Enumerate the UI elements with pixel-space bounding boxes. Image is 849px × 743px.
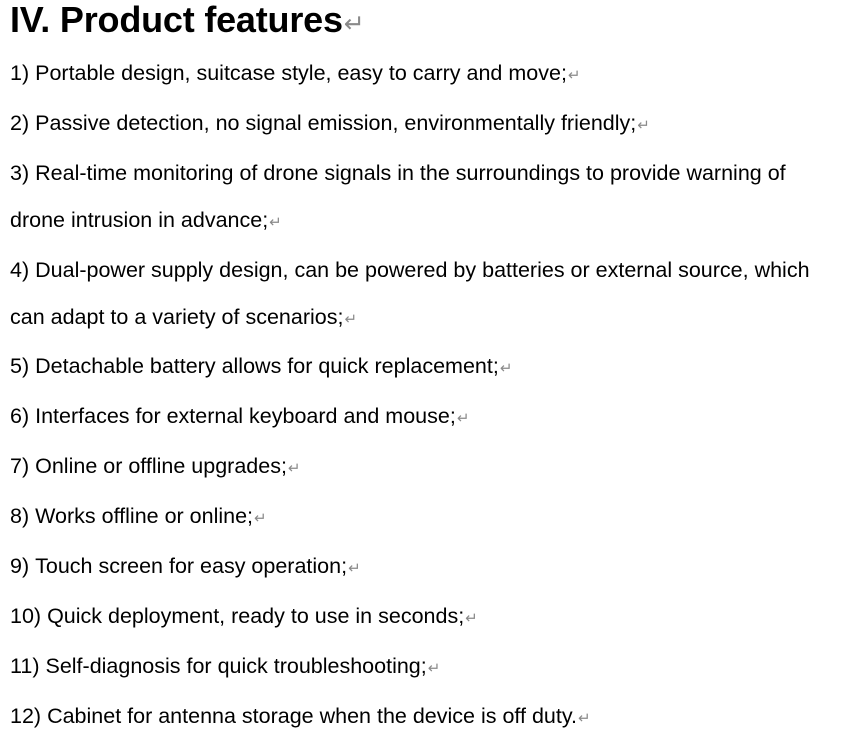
feature-item-5 [10, 343, 846, 393]
feature-text: Interfaces for external keyboard and mouse; [35, 404, 456, 429]
feature-item-7 [10, 443, 846, 493]
feature-text: Quick deployment, ready to use in seconds; [47, 603, 465, 628]
paragraph-mark-icon: ↵ [348, 560, 361, 578]
feature-text: Passive detection, no signal emission, environmentally friendly; [35, 110, 637, 135]
feature-item-12 [10, 693, 846, 743]
feature-text: Portable design, suitcase style, easy to carry and move; [35, 61, 567, 85]
paragraph-mark-icon: ↵ [269, 213, 282, 231]
feature-text: Touch screen for easy operation; [35, 554, 348, 579]
feature-item-6 [10, 393, 846, 443]
feature-number: 10) [10, 603, 42, 628]
paragraph-mark-icon: ↵ [465, 609, 478, 627]
feature-item-1 [10, 50, 846, 100]
paragraph-mark-icon: ↵ [343, 10, 365, 38]
paragraph-mark-icon: ↵ [637, 116, 650, 134]
paragraph-mark-icon: ↵ [499, 360, 513, 378]
feature-number: 5) [10, 354, 30, 379]
feature-number: 11) [10, 653, 40, 678]
feature-item-3 [10, 150, 846, 247]
feature-text: Dual-power supply design, can be powered by batteries or external source, which can adapt to a variety of scenarios; [10, 257, 810, 329]
feature-item-2 [10, 100, 846, 150]
paragraph-mark-icon: ↵ [577, 709, 591, 727]
feature-item-8 [10, 493, 846, 543]
section-heading [10, 0, 846, 40]
feature-text: Cabinet for antenna storage when the device is off duty. [47, 703, 577, 728]
feature-item-11 [10, 643, 846, 693]
paragraph-mark-icon: ↵ [287, 460, 301, 478]
paragraph-mark-icon: ↵ [567, 67, 581, 84]
paragraph-mark-icon: ↵ [344, 310, 358, 328]
feature-text: Real-time monitoring of drone signals in the surroundings to provide warning of drone intrusion in advance; [10, 160, 786, 232]
feature-list [10, 50, 846, 743]
feature-number: 7) [10, 454, 30, 479]
feature-item-9 [10, 543, 846, 593]
paragraph-mark-icon: ↵ [427, 659, 441, 677]
document-page [10, 0, 846, 743]
feature-number: 9) [10, 554, 30, 579]
feature-number: 2) [10, 110, 30, 135]
feature-text: Detachable battery allows for quick replacement; [35, 354, 499, 379]
feature-item-10 [10, 593, 846, 643]
section-heading-text: IV. Product features [10, 0, 343, 40]
feature-text: Self-diagnosis for quick troubleshooting; [45, 653, 427, 678]
feature-text: Works offline or online; [35, 504, 254, 529]
feature-number: 1) [10, 61, 30, 85]
paragraph-mark-icon: ↵ [254, 510, 267, 528]
feature-number: 4) [10, 257, 30, 282]
paragraph-mark-icon: ↵ [456, 410, 470, 428]
feature-number: 3) [10, 160, 30, 185]
feature-text: Online or offline upgrades; [35, 454, 287, 479]
feature-number: 12) [10, 703, 42, 728]
feature-item-4 [10, 247, 846, 344]
feature-number: 6) [10, 404, 30, 429]
feature-number: 8) [10, 504, 30, 529]
